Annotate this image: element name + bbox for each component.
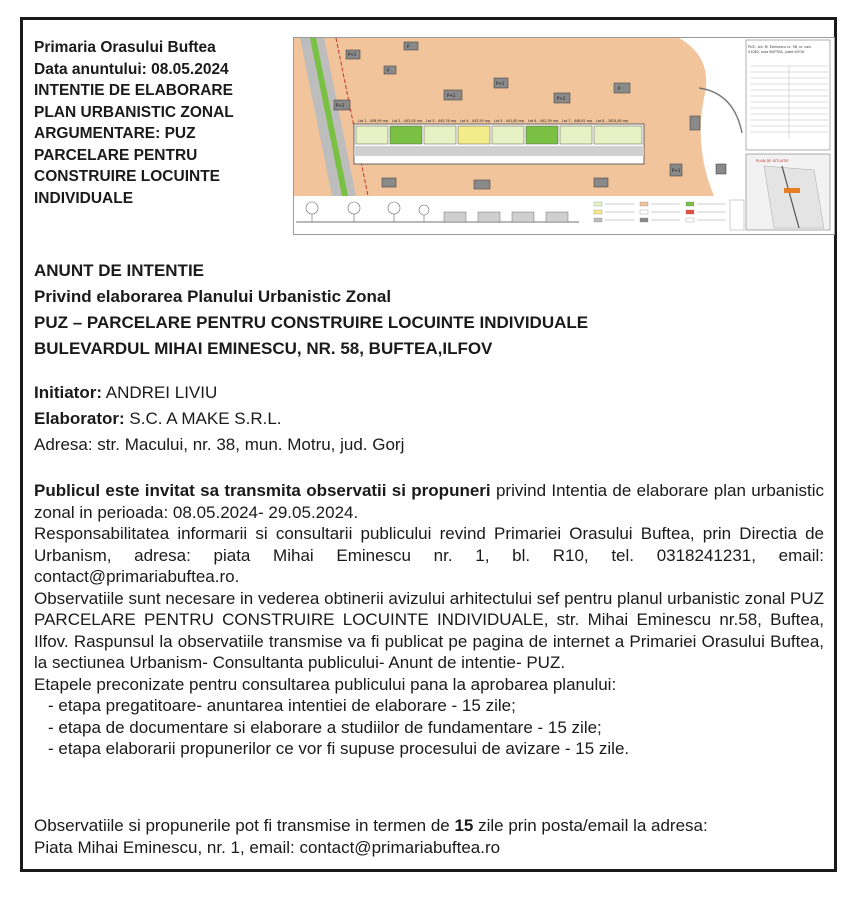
lot-3 <box>424 126 456 144</box>
building-10 <box>690 116 700 130</box>
lot-label-1: Lot 1 - 458,99 mp <box>358 119 389 123</box>
building-14 <box>594 178 608 187</box>
lot-1 <box>356 126 388 144</box>
lot-label-8: Lot 8 - 1824,85 mp <box>596 119 629 123</box>
elaborator-address: Adresa: str. Macului, nr. 38, mun. Motru, jud. Gorj <box>34 435 405 454</box>
building-label-6: P+1 <box>496 81 505 86</box>
announcement-heading <box>34 258 824 362</box>
announcement-subtitle: Privind elaborarea Planului Urbanistic Zonal <box>34 287 392 306</box>
intent-line-1: INTENTIE DE ELABORARE <box>34 82 233 99</box>
header-block <box>34 37 284 209</box>
elevation-strip <box>294 198 584 232</box>
building-label-9: P+1 <box>672 168 681 173</box>
closing-start: Observatiile si propunerile pot fi transmise in termen de <box>34 816 455 835</box>
lot-5 <box>492 126 524 144</box>
stages-list <box>34 695 824 760</box>
building-8 <box>614 83 630 93</box>
building-label-3: P <box>387 68 390 73</box>
lot-label-7: Lot 7 - 448,61 mp <box>562 119 593 123</box>
lot-label-5: Lot 5 - 441,80 mp <box>494 119 525 123</box>
stamp-block <box>730 200 744 230</box>
building-label-8: P <box>618 86 621 91</box>
argument-line-1: ARGUMENTARE: PUZ <box>34 125 196 142</box>
building-3 <box>384 66 396 74</box>
title-block-line-1: PUZ - bd. M. Eminescu nr. 58, nr. cad. <box>748 45 812 49</box>
elaborator-line <box>34 406 824 432</box>
building-label-7: P+1 <box>557 96 566 101</box>
announcement-frame <box>20 17 837 872</box>
lot-label-6: Lot 6 - 442,39 mp <box>528 119 559 123</box>
closing-address: Piata Mihai Eminescu, nr. 1, email: contact@primariabuftea.ro <box>34 837 501 857</box>
building-label-5: P+1 <box>447 93 456 98</box>
lot-8 <box>594 126 642 144</box>
building-label-1: P+1 <box>336 103 345 108</box>
building-12 <box>382 178 396 187</box>
invitation-bold: Publicul este invitat sa transmita observatii si propuneri <box>34 481 491 500</box>
intent-line-2: PLAN URBANISTIC ZONAL <box>34 103 234 121</box>
title-block-line-2: 51082, oras BUFTEA, judet ILFOV <box>748 50 805 54</box>
lot-row <box>356 126 642 144</box>
lot-6 <box>526 126 558 144</box>
announcement-title: ANUNT DE INTENTIE <box>34 261 204 280</box>
urban-plan-drawing <box>293 37 835 235</box>
elaborator-value: S.C. A MAKE S.R.L. <box>124 409 282 428</box>
lot-label-4: Lot 4 - 443,55 mp <box>460 119 491 123</box>
parties-block <box>34 380 824 458</box>
title-block <box>746 40 830 150</box>
access-road <box>354 146 644 156</box>
lot-4 <box>458 126 490 144</box>
closing-block <box>34 815 824 858</box>
responsibility-paragraph: Responsabilitatea informarii si consultarii publicului revind Primariei Orasului Buftea, prin Directia de Urbanism, adresa: piata Mihai Eminescu nr. 1, bl. R10, tel. 0318241231, email: contact@primariabuftea.ro. <box>34 524 824 586</box>
project-address: BULEVARDUL MIHAI EMINESCU, NR. 58, BUFTEA,ILFOV <box>34 339 493 358</box>
stage-item: - etapa elaborarii propunerilor ce vor fi supuse procesului de avizare - 15 zile. <box>48 739 630 758</box>
argument-line-4: INDIVIDUALE <box>34 189 134 207</box>
stage-item: - etapa de documentare si elaborare a studiilor de fundamentare - 15 zile; <box>48 717 602 737</box>
closing-days: 15 <box>454 816 474 835</box>
closing-end: zile prin posta/email la adresa: <box>473 816 708 835</box>
announcement-date: Data anuntului: 08.05.2024 <box>34 60 229 78</box>
lot-label-3: Lot 3 - 445,76 mp <box>426 119 457 123</box>
lot-7 <box>560 126 592 144</box>
invitation-paragraph <box>34 480 824 523</box>
stage-item: - etapa pregatitoare- anuntarea intentiei de elaborare - 15 zile; <box>48 696 516 715</box>
argument-line-3: CONSTRUIRE LOCUINTE <box>34 168 220 185</box>
initiator-line <box>34 380 824 406</box>
announcement-body <box>34 480 824 760</box>
initiator-label: Initiator: <box>34 383 102 402</box>
elaborator-label: Elaborator: <box>34 409 125 428</box>
building-label-4: P <box>407 44 410 49</box>
initiator-value: ANDREI LIVIU <box>102 383 218 402</box>
argument-line-2: PARCELARE PENTRU <box>34 146 198 164</box>
institution-name: Primaria Orasului Buftea <box>34 39 216 56</box>
closing-line <box>34 815 824 837</box>
lot-2 <box>390 126 422 144</box>
building-13 <box>474 180 490 189</box>
building-label-2: P+1 <box>348 52 357 57</box>
invitation-rest: privind Intentia de elaborare plan urbanistic zonal in perioada: 08.05.2024- 29.05.2024. <box>34 481 824 522</box>
project-name: PUZ – PARCELARE PENTRU CONSTRUIRE LOCUINTE INDIVIDUALE <box>34 313 589 332</box>
stages-intro: Etapele preconizate pentru consultarea publicului pana la aprobarea planului: <box>34 674 617 694</box>
inset-map-label: PLAN DE SITUATIE <box>756 159 789 163</box>
lot-label-2: Lot 2 - 443,05 mp <box>392 119 423 123</box>
observations-paragraph: Observatiile sunt necesare in vederea obtinerii avizului arhitectului sef pentru planul urbanistic zonal PUZ PARCELARE PENTRU CONSTRUIRE LOCUINTE INDIVIDUALE, str. Mihai Eminescu nr.58, Buftea, Ilfov. Raspunsul la observatiile transmise va fi publicat pe pagina de internet a Primariei Orasului Buftea, la sectiunea Urbanism- Consultanta publicului- Anunt de intentie- PUZ. <box>34 588 824 672</box>
building-11 <box>716 164 726 174</box>
